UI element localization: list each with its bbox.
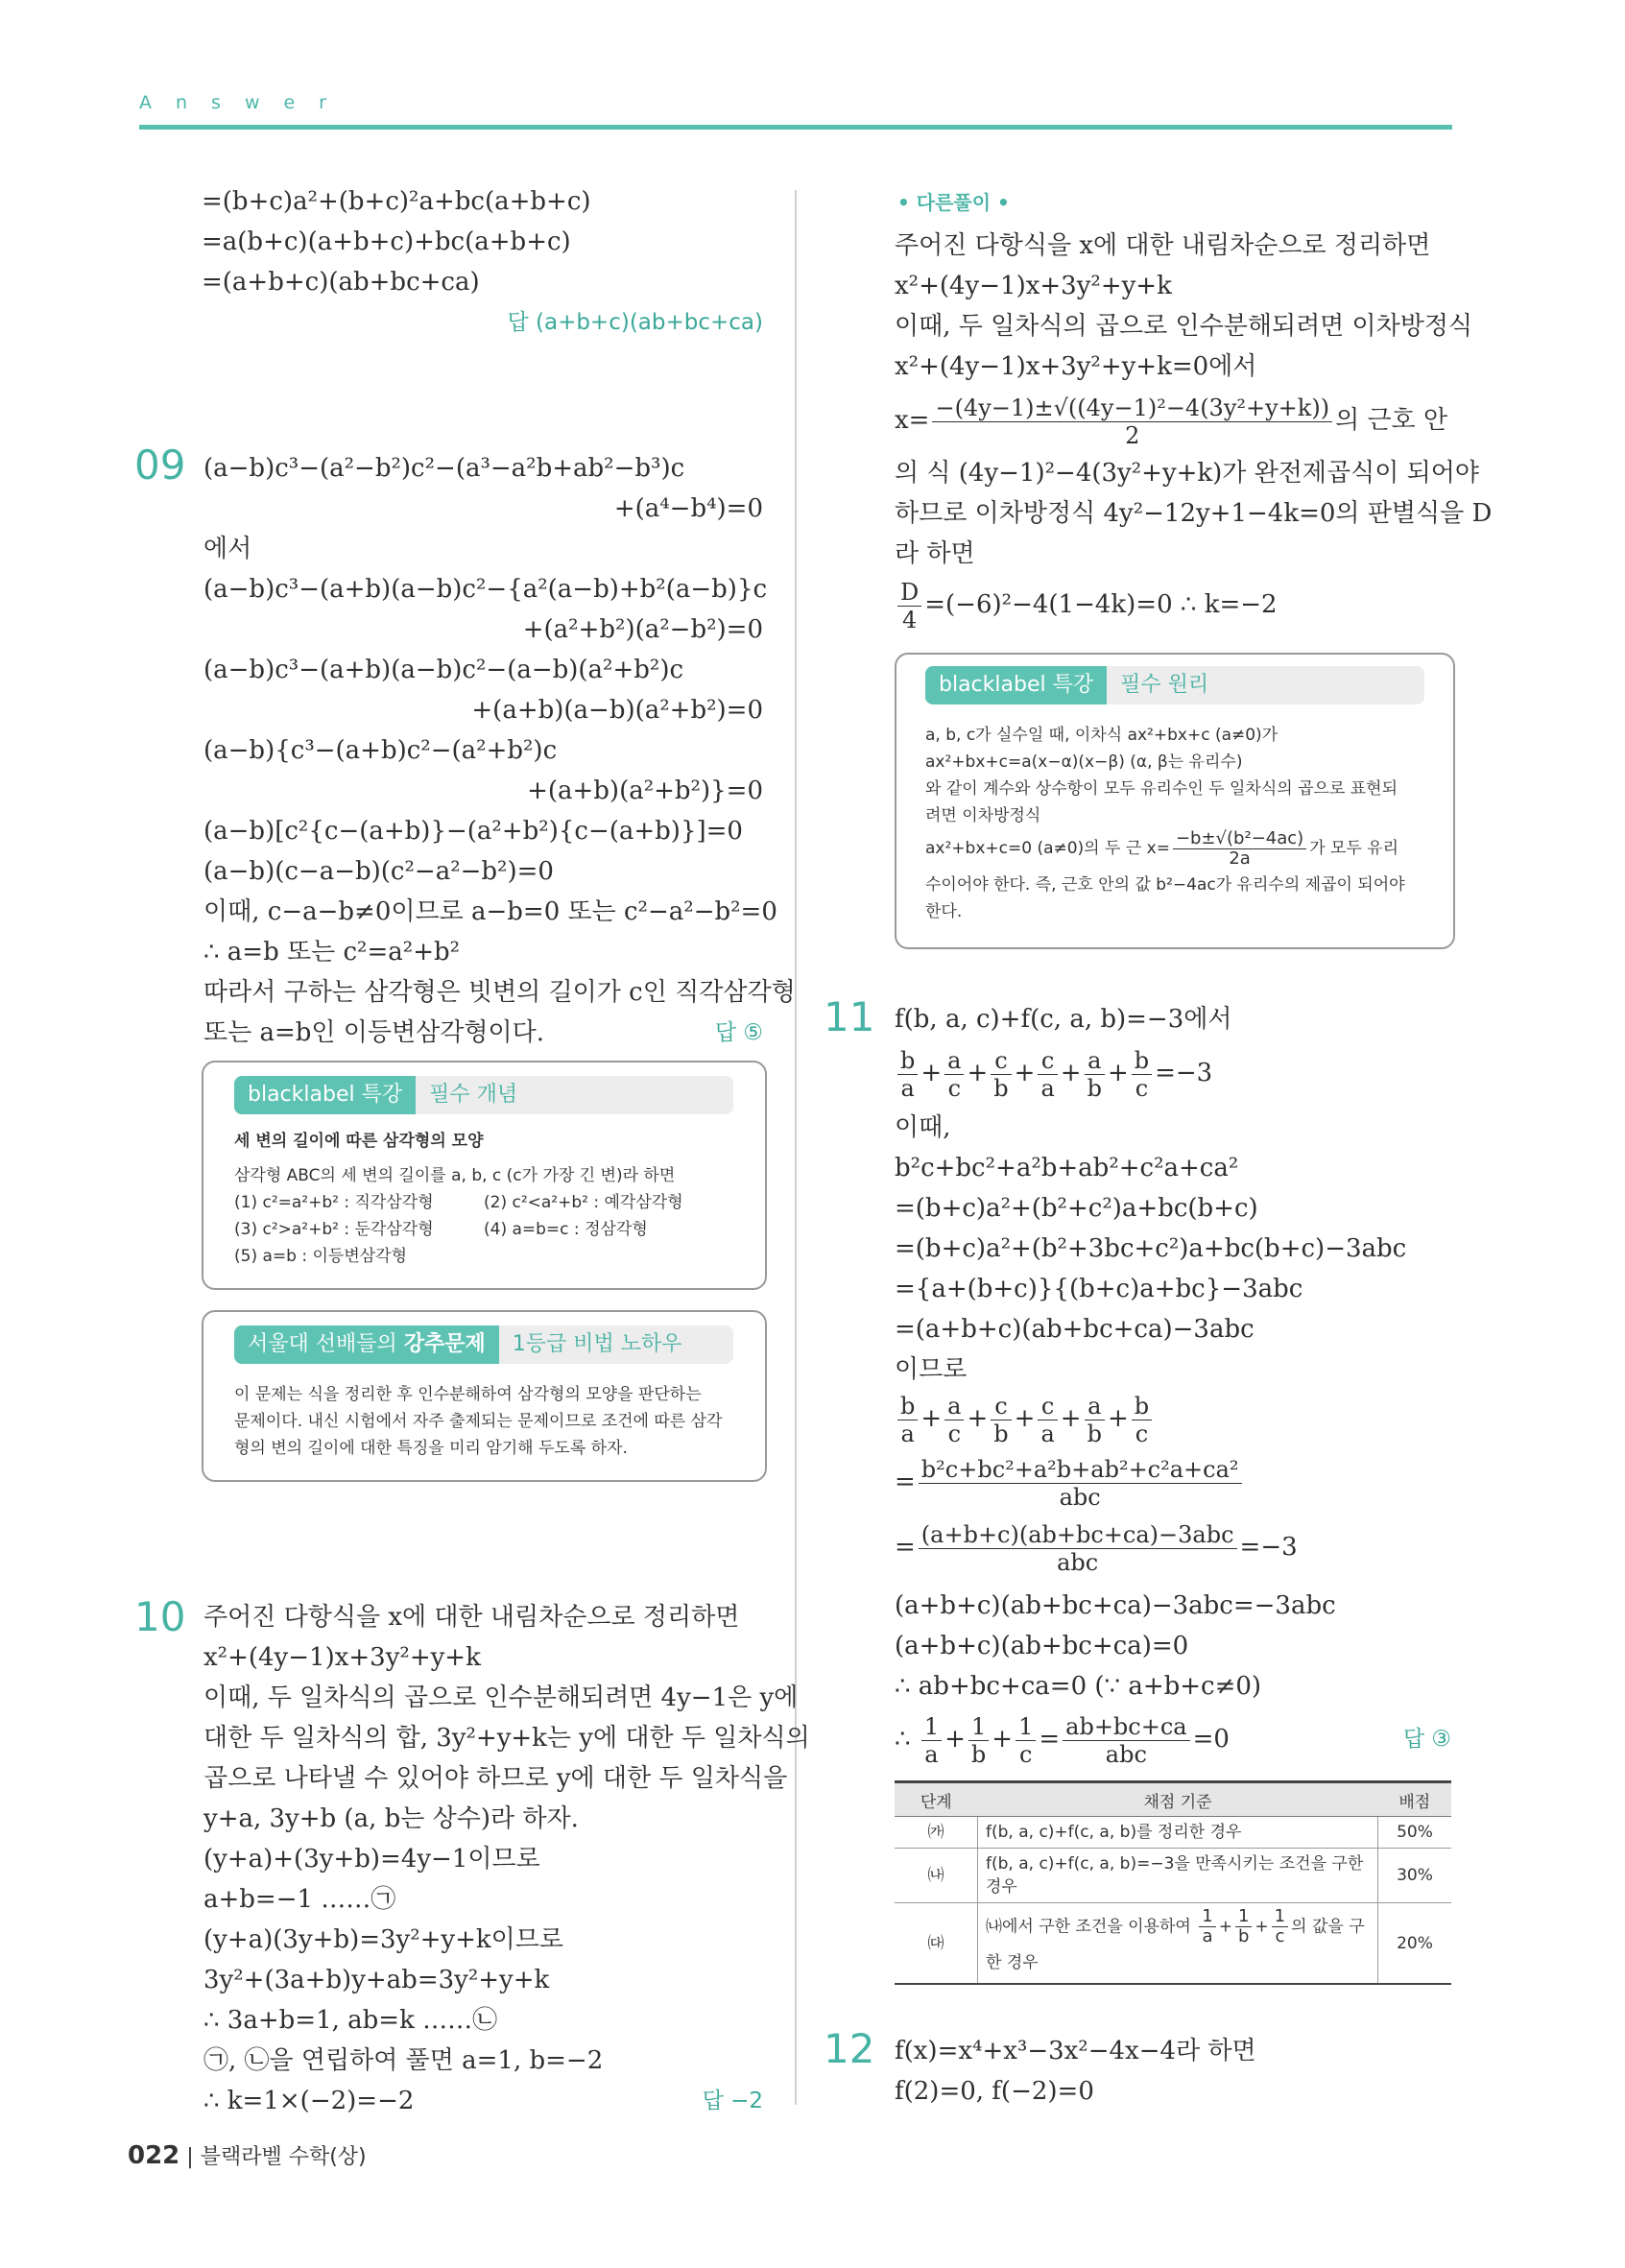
tip-badge-a2: 강추문제 <box>403 1332 486 1356</box>
formula-lhs: x= <box>895 406 930 435</box>
footer-separator: | <box>186 2145 194 2169</box>
p10-line: 대한 두 일차식의 합, 3y²+y+k는 y에 대한 두 일차식의 <box>203 1724 810 1753</box>
principle-box <box>895 653 1455 949</box>
tip-line: 이 문제는 식을 정리한 후 인수분해하여 삼각형의 모양을 판단하는 <box>234 1385 702 1404</box>
p09-line: 또는 a=b인 이등변삼각형이다. <box>203 1018 544 1047</box>
p10-line: a+b=−1 ……㉠ <box>203 1885 396 1914</box>
p09-line: (a−b)c³−(a+b)(a−b)c²−{a²(a−b)+b²(a−b)}c <box>203 575 768 604</box>
p10-line: x²+(4y−1)x+3y²+y+k <box>203 1643 481 1672</box>
top-line-3: =(a+b+c)(ab+bc+ca) <box>202 268 480 297</box>
p09-line: (a−b)(c−a−b)(c²−a²−b²)=0 <box>203 857 554 886</box>
p09-line: (a−b)c³−(a+b)(a−b)c²−(a−b)(a²+b²)c <box>203 656 684 684</box>
col-header: 채점 기준 <box>978 1782 1378 1817</box>
frac-den: 4 <box>901 606 918 633</box>
principle-badge <box>925 666 1424 704</box>
alt-line: 이때, 두 일차식의 곱으로 인수분해되려면 이차방정식 <box>895 312 1473 341</box>
d-rest: =(−6)²−4(1−4k)=0 ∴ k=−2 <box>924 590 1278 619</box>
step-cell: ㈏ <box>895 1849 978 1903</box>
tip-line: 형의 변의 길이에 대한 특징을 미리 암기해 두도록 하자. <box>234 1439 628 1458</box>
box3-line: 수이어야 한다. 즉, 근호 안의 값 b²−4ac가 유리수의 제곱이 되어야 <box>925 875 1405 895</box>
table-header-row <box>895 1782 1451 1817</box>
p11-line: 이때, <box>895 1113 951 1142</box>
p10-line: y+a, 3y+b (a, b는 상수)라 하자. <box>203 1804 579 1833</box>
header-rule <box>139 125 1452 130</box>
frac: $\frac{\text{(a+b+c)(ab+bc+ca)−3abc}}{\text{abc}}$ <box>919 1521 1237 1576</box>
tip-box <box>202 1310 767 1482</box>
criterion-cell: f(b, a, c)+f(c, a, b)=−3을 만족시키는 조건을 구한 경우 <box>978 1849 1378 1903</box>
alt-line: 하므로 이차방정식 4y²−12y+1−4k=0의 판별식을 D <box>895 499 1493 528</box>
page-number: 022 <box>128 2141 180 2170</box>
table-row <box>895 1903 1451 1985</box>
p09-line: (a−b)[c²{c−(a+b)}−(a²+b²){c−(a+b)}]=0 <box>203 817 743 846</box>
frac: $\frac{c}{a}$ <box>1038 1047 1057 1102</box>
frac: $\frac{1}{c}$ <box>1016 1713 1036 1768</box>
col-header: 배점 <box>1378 1782 1452 1817</box>
concept-box <box>202 1061 767 1290</box>
score-cell: 20% <box>1378 1903 1452 1985</box>
frac-den: 2a <box>1229 848 1251 869</box>
problem-10-number: 10 <box>134 1593 186 1640</box>
badge-subtitle: 필수 원리 <box>1107 666 1424 704</box>
column-divider <box>795 190 797 2105</box>
table-row <box>895 1849 1451 1903</box>
box-item: (2) c²<a²+b² : 예각삼각형 <box>484 1193 683 1212</box>
badge-subtitle: 필수 개념 <box>416 1076 733 1114</box>
p12-line: f(x)=x⁴+x³−3x²−4x−4라 하면 <box>895 2037 1256 2065</box>
criterion-cell: f(b, a, c)+f(c, a, b)를 정리한 경우 <box>978 1817 1378 1849</box>
frac: $\frac{b}{a}$ <box>897 1393 918 1447</box>
root-fraction <box>1173 829 1306 869</box>
box-intro: 삼각형 ABC의 세 변의 길이를 a, b, c (c가 가장 긴 변)라 하면 <box>234 1166 676 1185</box>
p09-line: +(a+b)(a−b)(a²+b²)=0 <box>471 696 763 725</box>
p11-line: 이므로 <box>895 1355 968 1384</box>
frac: $\frac{c}{a}$ <box>1038 1393 1057 1447</box>
box3-line: a, b, c가 실수일 때, 이차식 ax²+bx+c (a≠0)가 <box>925 726 1278 745</box>
top-line-1: =(b+c)a²+(b+c)²a+bc(a+b+c) <box>202 187 591 216</box>
header-label: Answer <box>139 92 350 113</box>
formula-rhs: 의 근호 안 <box>1335 406 1448 435</box>
p10-answer: 답 −2 <box>702 2089 763 2113</box>
p11-line: (a+b+c)(ab+bc+ca)=0 <box>895 1632 1189 1660</box>
p09-line: 따라서 구하는 삼각형은 빗변의 길이가 c인 직각삼각형 <box>203 978 796 1007</box>
frac: $\frac{b}{a}$ <box>897 1047 918 1102</box>
box3-root-line <box>925 827 1398 870</box>
box-item: (1) c²=a²+b² : 직각삼각형 <box>234 1193 434 1212</box>
p09-line: (a−b)c³−(a²−b²)c²−(a³−a²b+ab²−b³)c <box>203 454 685 483</box>
frac: $\frac{ab+bc+ca}{\text{abc}}$ <box>1063 1713 1189 1768</box>
tip-badge <box>234 1325 733 1364</box>
problem-12-number: 12 <box>824 2025 875 2072</box>
p11-line: ∴ ab+bc+ca=0 (∵ a+b+c≠0) <box>895 1672 1262 1701</box>
frac: $\frac{c}{b}$ <box>991 1393 1011 1447</box>
p11-answer: 답 ③ <box>1402 1727 1451 1752</box>
score-cell: 50% <box>1378 1817 1452 1849</box>
frac: $\frac{c}{b}$ <box>991 1047 1011 1102</box>
frac: $\frac{1}{a}$ <box>921 1713 942 1768</box>
quadratic-fraction <box>932 394 1332 449</box>
box3-line: ax²+bx+c=a(x−α)(x−β) (α, β는 유리수) <box>925 752 1243 772</box>
frac: $\frac{\text{b²c+bc²+a²b+ab²+c²a+ca²}}{\text{abc}}$ <box>919 1456 1242 1511</box>
d-fraction <box>897 579 921 633</box>
tip-badge-a1: 서울대 선배들의 <box>248 1332 404 1356</box>
root-text-a: ax²+bx+c=0 (a≠0)의 두 근 x= <box>925 839 1170 858</box>
alt-solution-label: • 다른풀이 • <box>897 191 1010 214</box>
box-item: (3) c²>a²+b² : 둔각삼각형 <box>234 1220 434 1239</box>
p09-line: +(a+b)(a²+b²)}=0 <box>527 776 763 805</box>
tip-line: 문제이다. 내신 시험에서 자주 출제되는 문제이므로 조건에 따른 삼각 <box>234 1412 723 1431</box>
step-cell: ㈎ <box>895 1817 978 1849</box>
p09-line: +(a⁴−b⁴)=0 <box>613 494 763 523</box>
p09-line: (a−b){c³−(a+b)c²−(a²+b²)c <box>203 736 558 765</box>
alt-formula <box>895 392 1447 449</box>
score-cell: 30% <box>1378 1849 1452 1903</box>
box3-line: 려면 이차방정식 <box>925 806 1041 825</box>
frac-den: 2 <box>1125 421 1140 449</box>
p11-eq1: = $\frac{\text{b²c+bc²+a²b+ab²+c²a+ca²}}{\text{abc}}$ <box>895 1453 1245 1511</box>
alt-line: 의 식 (4y−1)²−4(3y²+y+k)가 완전제곱식이 되어야 <box>895 459 1479 488</box>
badge-blacklabel: blacklabel 특강 <box>925 666 1107 704</box>
top-line-2: =a(b+c)(a+b+c)+bc(a+b+c) <box>202 227 571 256</box>
frac: $\frac{1}{b}$ <box>968 1713 989 1768</box>
p10-line: 3y²+(3a+b)y+ab=3y²+y+k <box>203 1966 550 1994</box>
frac: $\frac{a}{b}$ <box>1085 1047 1105 1102</box>
p10-line: 곱으로 나타낼 수 있어야 하므로 y에 대한 두 일차식을 <box>203 1764 788 1793</box>
frac-num: −b±√(b²−4ac) <box>1173 829 1306 849</box>
grading-table <box>895 1780 1451 1985</box>
alt-line: x²+(4y−1)x+3y²+y+k=0에서 <box>895 352 1257 381</box>
badge-blacklabel: blacklabel 특강 <box>234 1076 416 1114</box>
frac: $\frac{a}{c}$ <box>944 1047 964 1102</box>
p10-line: 이때, 두 일차식의 곱으로 인수분해되려면 4y−1은 y에 <box>203 1683 799 1712</box>
p10-line: 주어진 다항식을 x에 대한 내림차순으로 정리하면 <box>203 1603 740 1632</box>
p12-line: f(2)=0, f(−2)=0 <box>895 2077 1094 2106</box>
frac-num: D <box>897 579 921 607</box>
box3-line: 와 같이 계수와 상수항이 모두 유리수인 두 일차식의 곱으로 표현되 <box>925 779 1398 799</box>
p10-line: (y+a)(3y+b)=3y²+y+k이므로 <box>203 1925 564 1954</box>
p11-line: =(a+b+c)(ab+bc+ca)−3abc <box>895 1315 1255 1344</box>
criterion-cell: ㈏에서 구한 조건을 이용하여 $\frac{1}{a}$ + $\frac{1}{b}$ + $\frac{1}{c}$ 의 값을 구한 경우 <box>978 1903 1378 1985</box>
frac: $\frac{a}{c}$ <box>944 1393 964 1447</box>
p09-line: ∴ a=b 또는 c²=a²+b² <box>203 938 461 967</box>
box-item: (5) a=b : 이등변삼각형 <box>234 1247 408 1266</box>
concept-badge <box>234 1076 733 1114</box>
top-answer: 답 (a+b+c)(ab+bc+ca) <box>507 310 763 335</box>
discriminant-line <box>895 576 1278 633</box>
p10-line: ∴ k=1×(−2)=−2 <box>203 2087 415 2115</box>
box-item: (4) a=b=c : 정삼각형 <box>484 1220 648 1239</box>
p09-line: +(a²+b²)(a²−b²)=0 <box>522 615 763 644</box>
p11-line: =(b+c)a²+(b²+c²)a+bc(b+c) <box>895 1194 1258 1223</box>
p11-last-line: ∴ $\frac{1}{a}$ + $\frac{1}{b}$ + $\frac{1}{c}$ = $\frac{ab+bc+ca}{\text{abc}}$ =0 <box>895 1712 1230 1768</box>
root-text-b: 가 모두 유리 <box>1309 839 1399 858</box>
p10-line: ∴ 3a+b=1, ab=k ……㉡ <box>203 2006 498 2035</box>
table-row <box>895 1817 1451 1849</box>
step-cell: ㈐ <box>895 1903 978 1985</box>
tip-badge-b: 1등급 비법 노하우 <box>499 1325 733 1364</box>
problem-09-number: 09 <box>134 442 186 489</box>
p11-line: ={a+(b+c)}{(b+c)a+bc}−3abc <box>895 1275 1303 1303</box>
p09-answer: 답 ⑤ <box>714 1020 763 1045</box>
p11-line: f(b, a, c)+f(c, a, b)=−3에서 <box>895 1005 1232 1034</box>
alt-line: 라 하면 <box>895 539 975 568</box>
p10-line: (y+a)+(3y+b)=4y−1이므로 <box>203 1845 540 1874</box>
p11-line: (a+b+c)(ab+bc+ca)−3abc=−3abc <box>895 1591 1336 1620</box>
frac-num: −(4y−1)±√((4y−1)²−4(3y²+y+k)) <box>932 394 1332 422</box>
problem-11-number: 11 <box>824 993 875 1040</box>
frac: $\frac{b}{c}$ <box>1132 1047 1152 1102</box>
box3-line: 한다. <box>925 902 963 921</box>
p10-line: ㉠, ㉡을 연립하여 풀면 a=1, b=−2 <box>203 2046 604 2075</box>
frac: $\frac{a}{b}$ <box>1085 1393 1105 1447</box>
box-title: 세 변의 길이에 따른 삼각형의 모양 <box>234 1132 484 1151</box>
p11-line: b²c+bc²+a²b+ab²+c²a+ca² <box>895 1154 1239 1182</box>
frac: $\frac{b}{c}$ <box>1132 1393 1152 1447</box>
p09-line: 이때, c−a−b≠0이므로 a−b=0 또는 c²−a²−b²=0 <box>203 897 777 926</box>
p09-line: 에서 <box>203 535 252 563</box>
book-title: 블랙라벨 수학(상) <box>200 2145 367 2169</box>
page-footer <box>128 2140 367 2170</box>
p11-fraction-sum-2: $\frac{b}{a}$ + $\frac{a}{c}$ + $\frac{c}{b}$ + $\frac{c}{a}$ + $\frac{a}{b}$ + $\frac{b}{c}$ <box>895 1390 1155 1447</box>
p11-eq2: = $\frac{\text{(a+b+c)(ab+bc+ca)−3abc}}{\text{abc}}$ =−3 <box>895 1520 1298 1576</box>
alt-line: x²+(4y−1)x+3y²+y+k <box>895 272 1172 300</box>
p11-fraction-sum: $\frac{b}{a}$ + $\frac{a}{c}$ + $\frac{c}{b}$ + $\frac{c}{a}$ + $\frac{a}{b}$ + $\frac{b}{c}$ =−3 <box>895 1044 1212 1102</box>
p11-line: =(b+c)a²+(b²+3bc+c²)a+bc(b+c)−3abc <box>895 1234 1407 1263</box>
alt-line: 주어진 다항식을 x에 대한 내림차순으로 정리하면 <box>895 231 1431 260</box>
col-header: 단계 <box>895 1782 978 1817</box>
